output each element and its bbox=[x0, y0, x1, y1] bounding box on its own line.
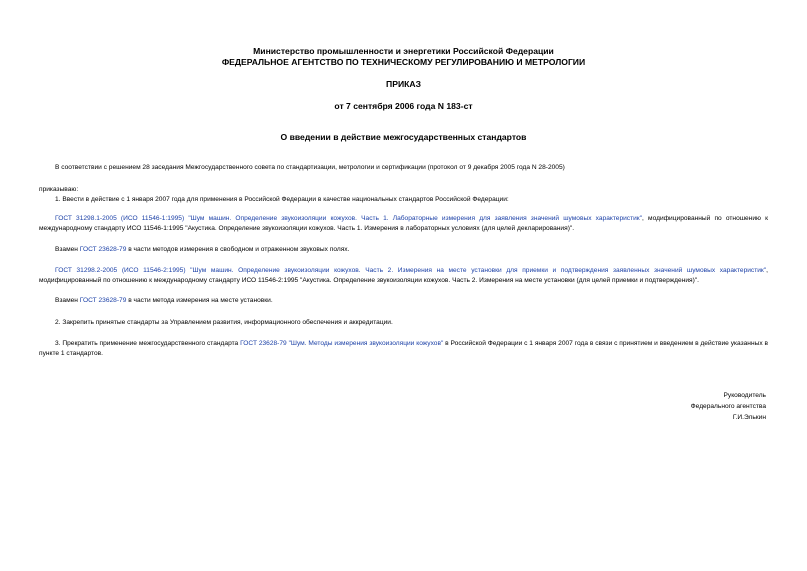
standard2-link[interactable]: ГОСТ 31298.2-2005 (ИСО 11546-2:1995) "Шум машин. Определение звукоизоляции кожухов. Часть 2. Измерения на месте установки для приемки и подтверждения заявленных значений шумовых характеристик" bbox=[55, 267, 767, 274]
gost-23628-link-1[interactable]: ГОСТ 23628-79 bbox=[79, 246, 127, 253]
standard1-paragraph bbox=[39, 214, 768, 234]
agency-heading: ФЕДЕРАЛЬНОЕ АГЕНТСТВО ПО ТЕХНИЧЕСКОМУ РЕГУЛИРОВАНИЮ И МЕТРОЛОГИИ bbox=[221, 57, 586, 67]
ministry-heading: Министерство промышленности и энергетики Российской Федерации bbox=[253, 46, 554, 56]
item3-paragraph: 3. Прекратить применение межгосударственного стандарта ГОСТ 23628-79 "Шум. Методы измерения звукоизоляции кожухов" в Российской Федерации с 1 января 2007 года в связи с принятием и введением в действие указанных в пункте 1 стандартов. bbox=[39, 340, 768, 357]
signature-position-line1: Руководитель bbox=[723, 392, 766, 399]
standard2-description: , модифицированный по отношению к международному стандарту ИСО 11546-2:1995 "Акустика. Определение звукоизоляции кожухов. Часть 2. Измерения на месте установки (для целей приемки и подтверждения)". bbox=[39, 267, 768, 284]
gost-23628-title-link[interactable]: ГОСТ 23628-79 "Шум. Методы измерения звукоизоляции кожухов" bbox=[240, 340, 444, 347]
item2-paragraph: 2. Закрепить принятые стандарты за Управлением развития, информационного обеспечения и аккредитации. bbox=[55, 319, 393, 326]
standard1-description: , модифицированный по отношению к международному стандарту ИСО 11546-1:1995 "Акустика. Определение звукоизоляции кожухов. Часть 1. Измерения в лабораторных условиях (для целей декларирования)". bbox=[39, 215, 768, 232]
order-word: приказываю: bbox=[39, 186, 79, 193]
date-number-heading: от 7 сентября 2006 года N 183-ст bbox=[334, 101, 473, 111]
instead2-paragraph: Взамен ГОСТ 23628-79 в части метода измерения на месте установки. bbox=[55, 297, 273, 304]
doc-type-heading: ПРИКАЗ bbox=[386, 79, 421, 89]
standard2-paragraph bbox=[39, 266, 768, 286]
instead1-paragraph: Взамен ГОСТ 23628-79 в части методов измерения в свободном и отраженном звуковых полях. bbox=[55, 246, 350, 253]
gost-23628-link-2[interactable]: ГОСТ 23628-79 bbox=[79, 297, 127, 304]
document-title: О введении в действие межгосударственных стандартов bbox=[280, 132, 527, 142]
preamble-paragraph: В соответствии с решением 28 заседания Межгосударственного совета по стандартизации, метрологии и сертификации (протокол от 9 декабря 2005 года N 28-2005) bbox=[55, 164, 565, 171]
signature-position-line2: Федерального агентства bbox=[690, 403, 766, 410]
standard1-link[interactable]: ГОСТ 31298.1-2005 (ИСО 11546-1:1995) "Шум машин. Определение звукоизоляции кожухов. Часть 1. Лабораторные измерения для заявления значений шумовых характеристик" bbox=[55, 215, 643, 222]
signature-name: Г.И.Элькин bbox=[732, 414, 766, 421]
item1-intro: 1. Ввести в действие с 1 января 2007 года для применения в Российской Федерации в качестве национальных стандартов Российской Федерации: bbox=[55, 196, 509, 203]
